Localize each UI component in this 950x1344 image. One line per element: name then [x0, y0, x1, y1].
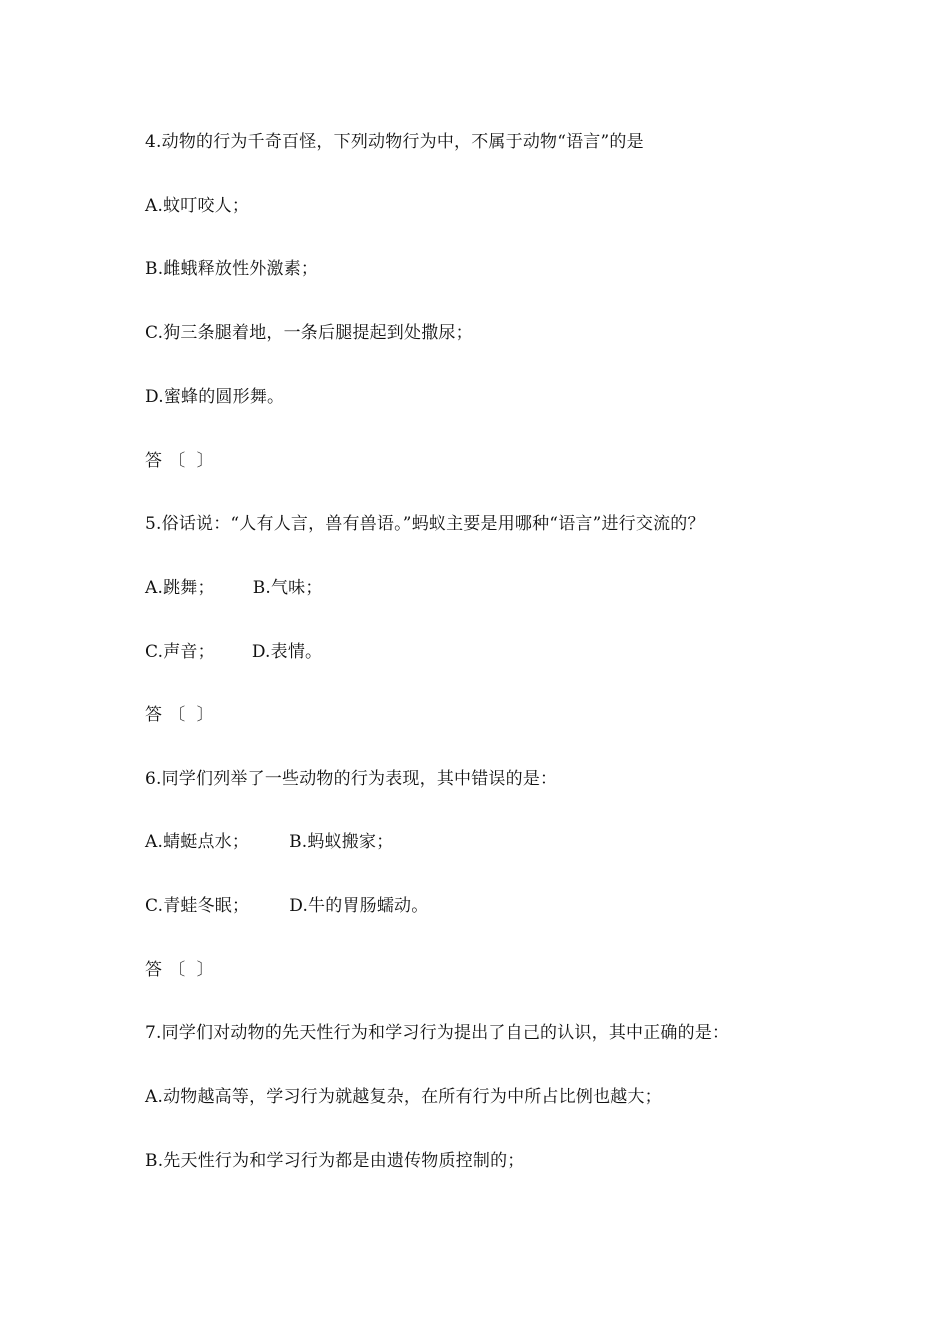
answer-label: 答 [145, 960, 163, 980]
question-6-stem: 6.同学们列举了一些动物的行为表现，其中错误的是： [145, 769, 558, 789]
question-6-option-c: C.青蛙冬眠； [145, 896, 250, 916]
question-5-option-a: A.跳舞； [145, 578, 215, 598]
question-4-stem: 4.动物的行为千奇百怪，下列动物行为中，不属于动物“语言”的是 [145, 132, 644, 152]
answer-blank: 〔 〕 [168, 705, 214, 725]
question-6-answer [145, 959, 214, 981]
question-6-option-d: D.牛的胃肠蠕动。 [289, 896, 429, 916]
question-5-stem: 5.俗话说：“人有人言，兽有兽语。”蚂蚁主要是用哪种“语言”进行交流的？ [145, 514, 705, 534]
question-4-option-c: C.狗三条腿着地，一条后腿提起到处撒尿； [145, 323, 473, 343]
question-7-stem: 7.同学们对动物的先天性行为和学习行为提出了自己的认识，其中正确的是： [145, 1023, 730, 1043]
question-5-option-b: B.气味； [252, 578, 323, 598]
answer-label: 答 [145, 451, 163, 471]
answer-blank: 〔 〕 [168, 960, 214, 980]
question-5-options-row-2 [145, 641, 322, 663]
question-5-answer [145, 704, 214, 726]
question-5-option-d: D.表情。 [251, 642, 323, 662]
question-7-option-a: A.动物越高等，学习行为就越复杂，在所有行为中所占比例也越大； [145, 1087, 662, 1107]
question-4-option-a: A.蚊叮咬人； [145, 196, 250, 216]
question-5-options-row-1 [145, 577, 323, 599]
question-6-option-b: B.蚂蚁搬家； [289, 832, 394, 852]
question-4-option-d: D.蜜蜂的圆形舞。 [145, 387, 285, 407]
question-4-option-b: B.雌蛾释放性外激素； [145, 259, 319, 279]
answer-label: 答 [145, 705, 163, 725]
question-6-options-row-1 [145, 831, 393, 853]
question-4-answer [145, 450, 214, 472]
question-6-options-row-2 [145, 895, 428, 917]
question-5-option-c: C.声音； [145, 642, 215, 662]
answer-blank: 〔 〕 [168, 451, 214, 471]
question-6-option-a: A.蜻蜓点水； [145, 832, 250, 852]
question-7-option-b: B.先天性行为和学习行为都是由遗传物质控制的； [145, 1151, 525, 1171]
